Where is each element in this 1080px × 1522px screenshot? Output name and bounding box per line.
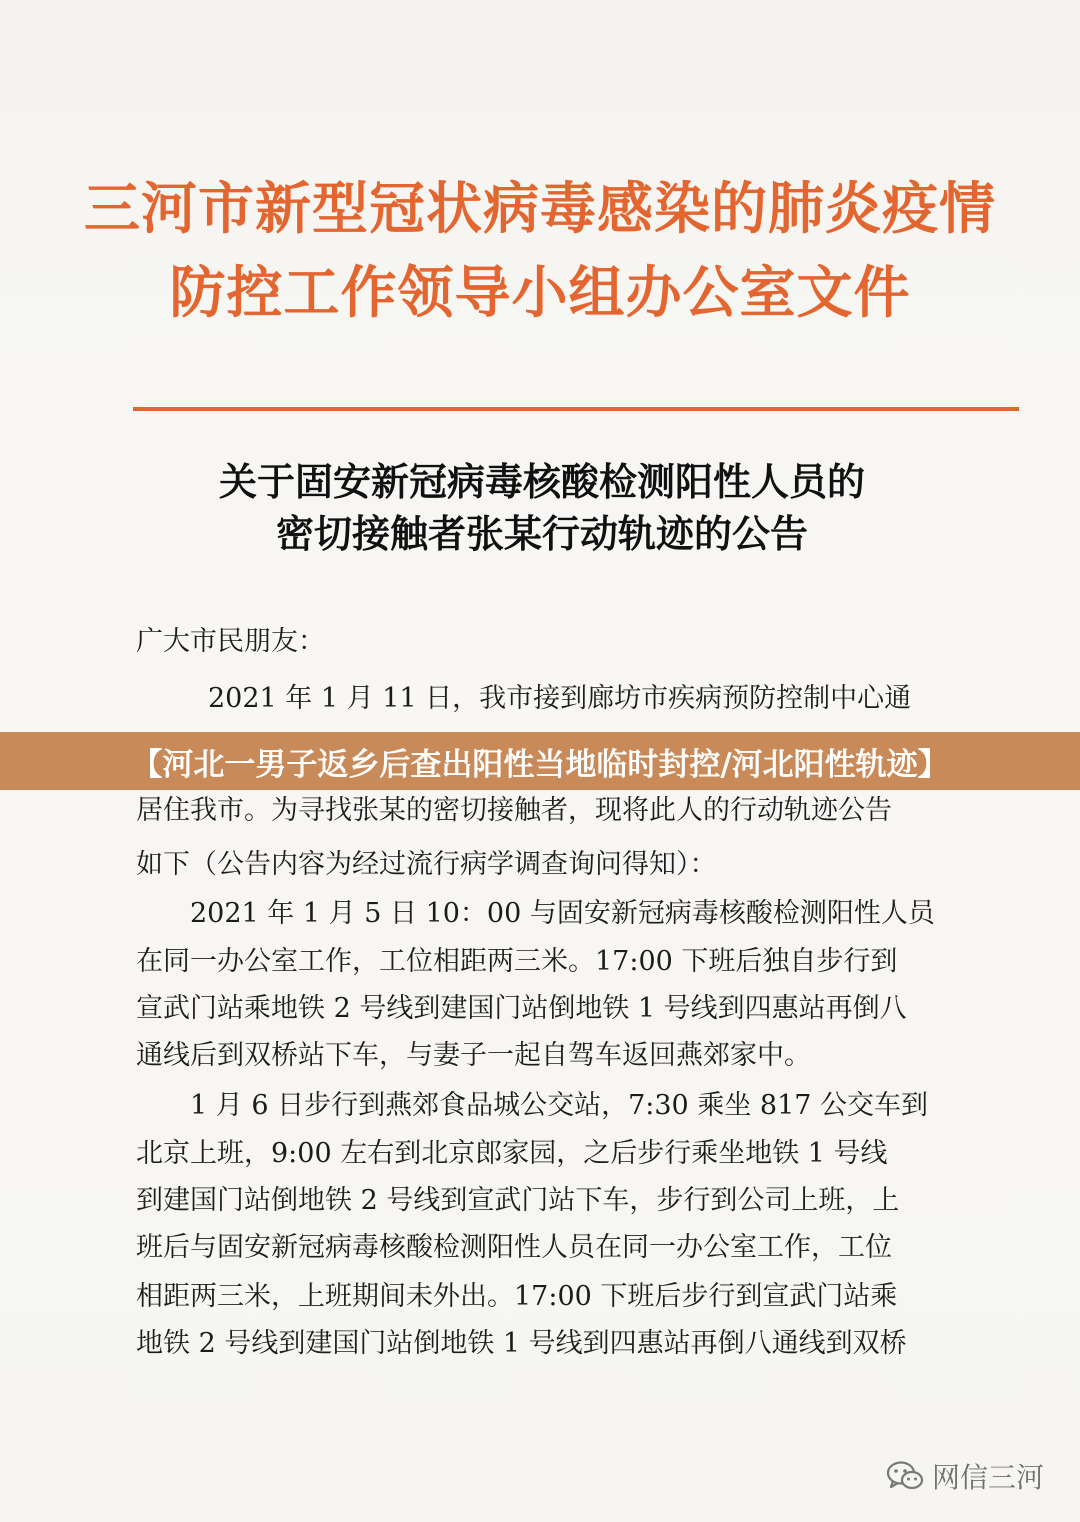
issuer-header-line-1: 三河市新型冠状病毒感染的肺炎疫情 bbox=[84, 177, 996, 242]
salutation: 广大市民朋友： bbox=[136, 626, 325, 657]
headline-banner bbox=[0, 732, 1080, 790]
notice-title-line-2: 密切接触者张某行动轨迹的公告 bbox=[275, 511, 808, 556]
body-line: 北京上班，9:00 左右到北京郎家园，之后步行乘坐地铁 1 号线 bbox=[136, 1138, 888, 1169]
notice-title-line-1: 关于固安新冠病毒核酸检测阳性人员的 bbox=[218, 459, 865, 504]
body-line: 2021 年 1 月 5 日 10：00 与固安新冠病毒核酸检测阳性人员 bbox=[190, 898, 935, 929]
body-line: 2021 年 1 月 11 日，我市接到廊坊市疾病预防控制中心通 bbox=[208, 683, 912, 714]
body-line: 在同一办公室工作，工位相距两三米。17:00 下班后独自步行到 bbox=[136, 946, 898, 977]
headline-banner-text: 【河北一男子返乡后查出阳性当地临时封控/河北阳性轨迹】 bbox=[131, 746, 949, 783]
wechat-icon bbox=[886, 1460, 924, 1492]
header-divider bbox=[133, 407, 1019, 411]
body-line: 宣武门站乘地铁 2 号线到建国门站倒地铁 1 号线到四惠站再倒八 bbox=[136, 993, 907, 1024]
body-line: 居住我市。为寻找张某的密切接触者，现将此人的行动轨迹公告 bbox=[136, 795, 892, 826]
issuer-header-line-2: 防控工作领导小组办公室文件 bbox=[169, 261, 911, 326]
body-line: 1 月 6 日步行到燕郊食品城公交站，7:30 乘坐 817 公交车到 bbox=[190, 1090, 929, 1121]
body-line: 班后与固安新冠病毒核酸检测阳性人员在同一办公室工作，工位 bbox=[136, 1232, 892, 1263]
watermark-text: 网信三河 bbox=[931, 1461, 1044, 1494]
body-line: 相距两三米，上班期间未外出。17:00 下班后步行到宣武门站乘 bbox=[136, 1281, 898, 1312]
source-watermark bbox=[886, 1456, 1044, 1496]
body-line: 如下（公告内容为经过流行病学调查询问得知）： bbox=[136, 849, 717, 880]
body-line: 通线后到双桥站下车，与妻子一起自驾车返回燕郊家中。 bbox=[136, 1040, 811, 1071]
body-line: 到建国门站倒地铁 2 号线到宣武门站下车，步行到公司上班，上 bbox=[136, 1185, 900, 1216]
body-line: 地铁 2 号线到建国门站倒地铁 1 号线到四惠站再倒八通线到双桥 bbox=[136, 1328, 907, 1359]
